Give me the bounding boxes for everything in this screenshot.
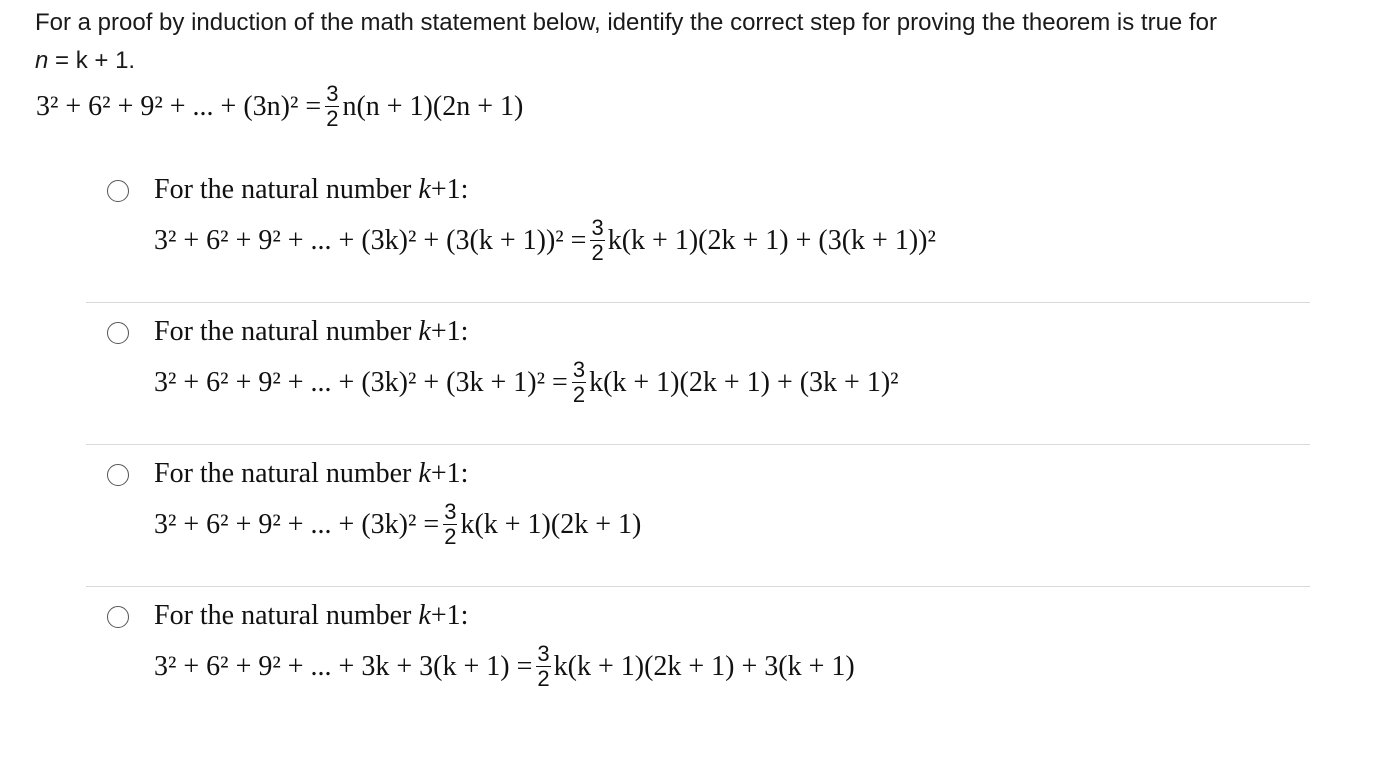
theorem-statement <box>36 82 523 131</box>
equation-fraction <box>536 642 550 691</box>
fraction-denominator: 2 <box>591 240 604 265</box>
option-label-var: k <box>418 458 431 489</box>
radio-button-b[interactable] <box>107 322 129 344</box>
answer-option-a[interactable] <box>86 172 1310 312</box>
option-label-text: For the natural number <box>154 600 419 631</box>
option-equation <box>154 500 641 549</box>
option-label <box>154 456 468 492</box>
equation-lhs: 3² + 6² + 9² + ... + (3k)² + (3k + 1)² = <box>154 366 568 398</box>
fraction-denominator: 2 <box>537 666 550 691</box>
equation-lhs: 3² + 6² + 9² + ... + (3k)² + (3(k + 1))² = <box>154 224 587 256</box>
option-equation <box>154 642 855 691</box>
equation-fraction <box>572 358 586 407</box>
option-label-tail: +1: <box>430 316 469 347</box>
fraction-numerator: 3 <box>326 81 339 106</box>
option-label-tail: +1: <box>430 600 469 631</box>
equation-rhs: k(k + 1)(2k + 1) <box>460 508 642 540</box>
radio-button-c[interactable] <box>107 464 129 486</box>
radio-button-d[interactable] <box>107 606 129 628</box>
option-label-text: For the natural number <box>154 458 419 489</box>
statement-lhs: 3² + 6² + 9² + ... + (3n)² = <box>36 90 322 122</box>
option-divider <box>86 444 1310 445</box>
question-condition-rest: = k + 1. <box>48 47 136 74</box>
fraction-numerator: 3 <box>591 215 604 240</box>
fraction-denominator: 2 <box>326 106 339 131</box>
option-divider <box>86 586 1310 587</box>
statement-fraction <box>325 82 339 131</box>
option-label-var: k <box>418 174 431 205</box>
radio-button-a[interactable] <box>107 180 129 202</box>
equation-lhs: 3² + 6² + 9² + ... + (3k)² = <box>154 508 440 540</box>
option-label-tail: +1: <box>430 458 469 489</box>
option-label <box>154 314 468 350</box>
fraction-denominator: 2 <box>444 524 457 549</box>
question-text: For a proof by induction of the math statement below, identify the correct step for proving the theorem is true for <box>35 9 1217 36</box>
equation-lhs: 3² + 6² + 9² + ... + 3k + 3(k + 1) = <box>154 650 533 682</box>
fraction-denominator: 2 <box>572 382 586 407</box>
option-equation <box>154 358 899 407</box>
option-label-text: For the natural number <box>154 316 419 347</box>
option-label-var: k <box>418 316 431 347</box>
question-prompt <box>35 4 1375 80</box>
answer-option-c[interactable] <box>86 456 1310 596</box>
question-condition-var: n <box>35 47 49 74</box>
equation-fraction <box>443 500 457 549</box>
answer-option-d[interactable] <box>86 598 1310 738</box>
option-divider <box>86 302 1310 303</box>
option-label-tail: +1: <box>430 174 469 205</box>
equation-rhs: k(k + 1)(2k + 1) + 3(k + 1) <box>553 650 855 682</box>
option-label-var: k <box>418 600 431 631</box>
equation-rhs: k(k + 1)(2k + 1) + (3k + 1)² <box>589 366 899 398</box>
answer-option-b[interactable] <box>86 314 1310 454</box>
fraction-numerator: 3 <box>572 357 586 382</box>
equation-rhs: k(k + 1)(2k + 1) + (3(k + 1))² <box>607 224 936 256</box>
equation-fraction <box>590 216 604 265</box>
option-label-text: For the natural number <box>154 174 419 205</box>
statement-rhs: n(n + 1)(2n + 1) <box>342 90 524 122</box>
option-equation <box>154 216 936 265</box>
option-label <box>154 172 468 208</box>
fraction-numerator: 3 <box>537 641 550 666</box>
option-label <box>154 598 468 634</box>
fraction-numerator: 3 <box>444 499 457 524</box>
